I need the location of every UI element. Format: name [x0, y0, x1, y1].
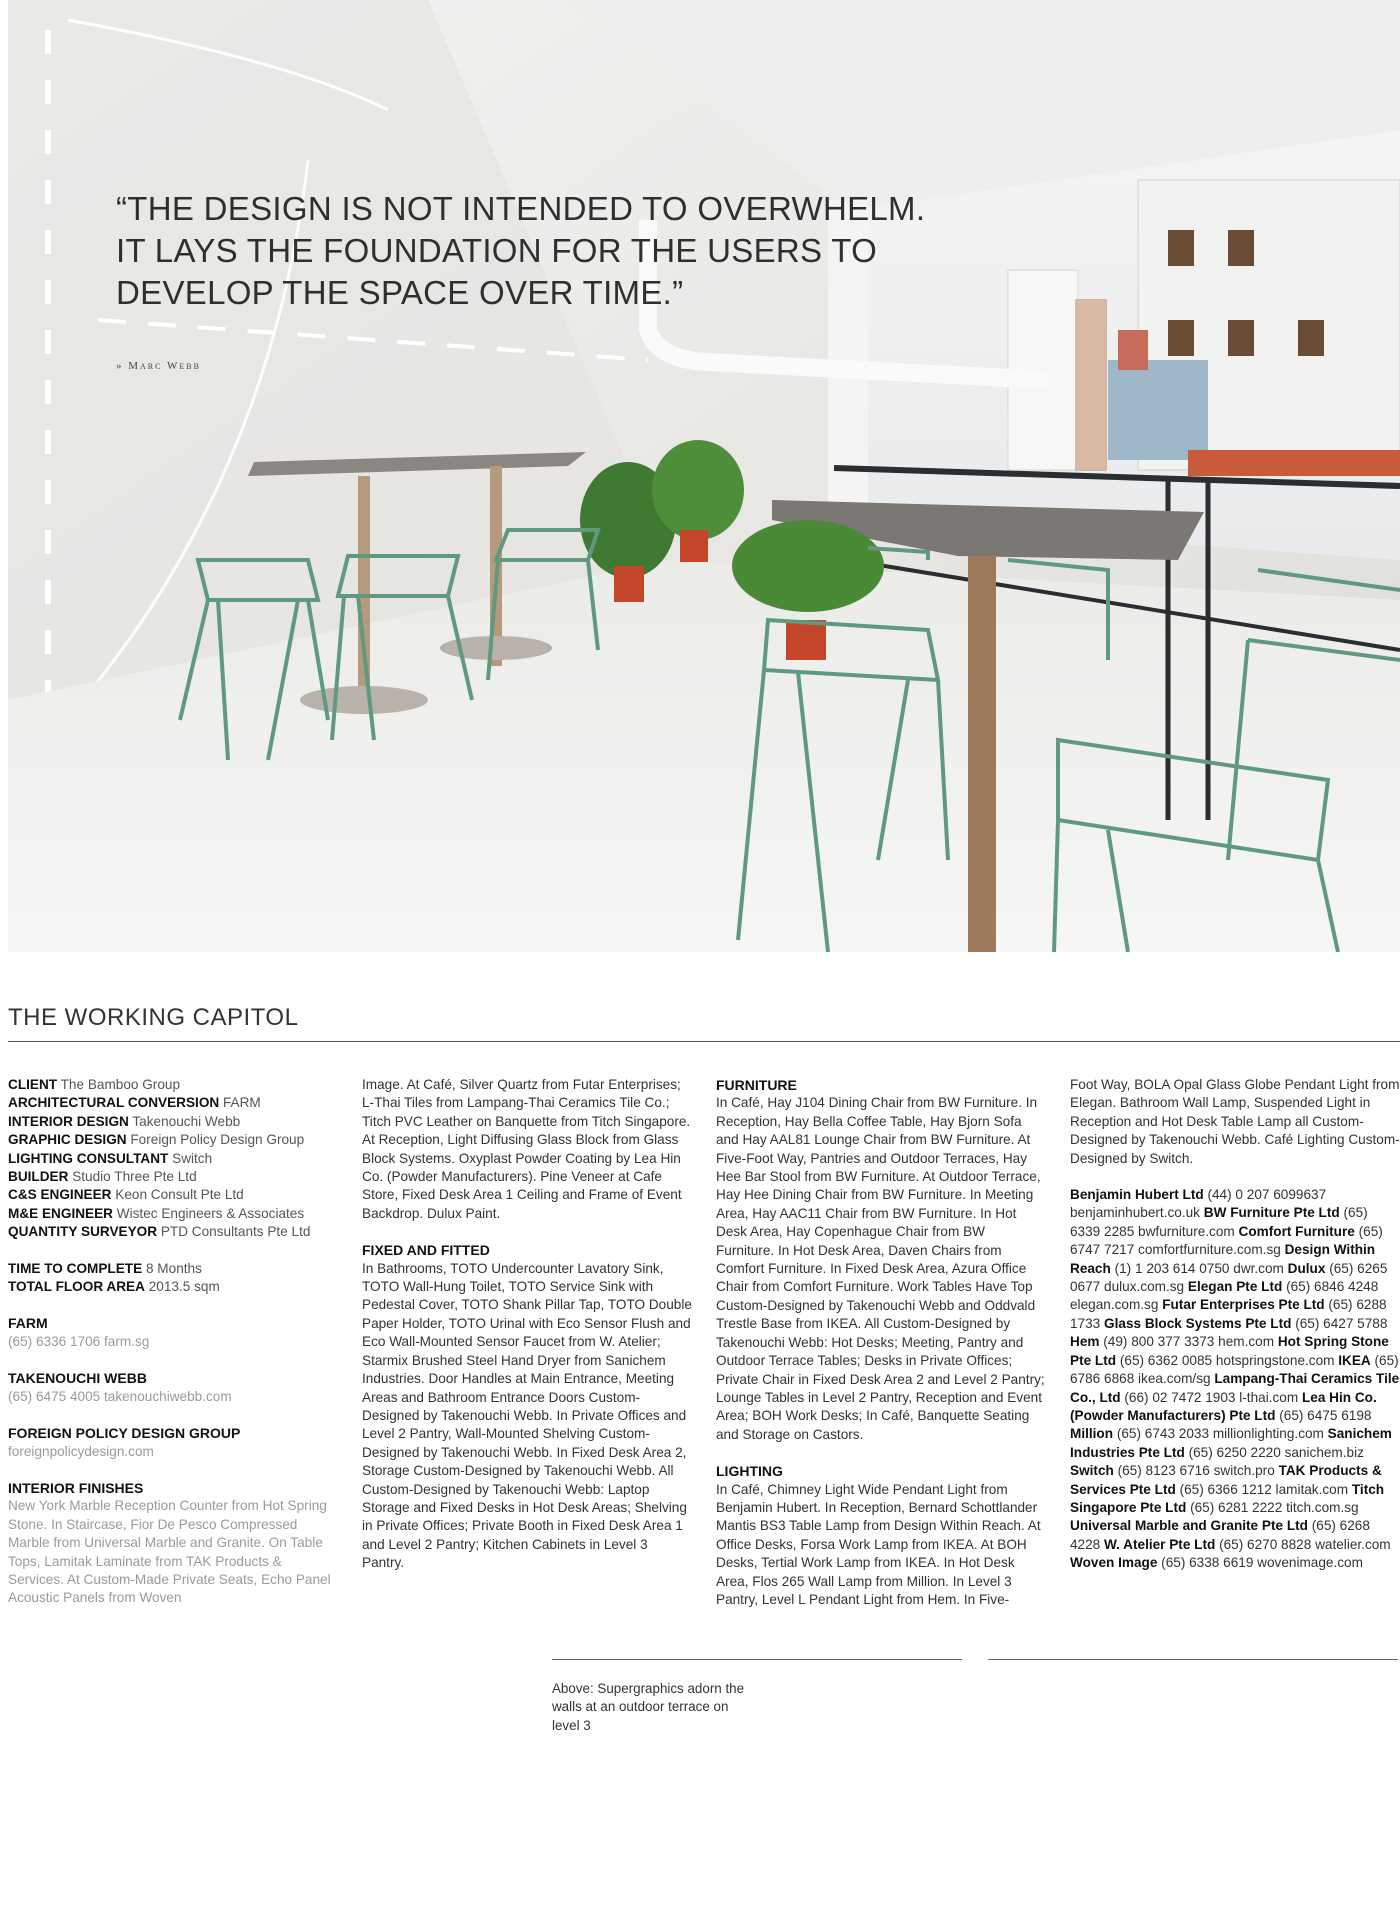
title-divider — [8, 1041, 1400, 1042]
credit-line — [8, 1205, 338, 1223]
supplier-detail: (49) 800 377 3373 hem.com — [1103, 1334, 1275, 1350]
section-heading: FIXED AND FITTED — [362, 1242, 490, 1259]
supplier-detail: (65) 6362 0085 hotspringstone.com — [1119, 1352, 1335, 1368]
supplier-detail: (65) 6250 2220 sanichem.biz — [1188, 1444, 1364, 1460]
credit-name: Keon Consult Pte Ltd — [115, 1187, 244, 1203]
pull-quote: “THE DESIGN IS NOT INTENDED TO OVERWHELM. IT LAYS THE FOUNDATION FOR THE USERS TO DEVELOP THE SPACE OVER TIME.” — [116, 190, 926, 311]
supplier-detail: (65) 8123 6716 switch.pro — [1117, 1463, 1275, 1479]
caption-divider-right — [988, 1659, 1398, 1660]
project-stats — [8, 1260, 338, 1297]
supplier-name: Elegan Pte Ltd — [1187, 1279, 1283, 1295]
supplier-detail: (66) 02 7472 1903 l-thai.com — [1124, 1389, 1299, 1405]
credit-line — [8, 1076, 338, 1094]
stat-label: TIME TO COMPLETE — [8, 1260, 143, 1276]
credit-line — [8, 1131, 338, 1149]
supplier-name: Sanichem Industries Pte Ltd — [1070, 1426, 1392, 1460]
credit-role: QUANTITY SURVEYOR — [8, 1224, 158, 1240]
stat-line — [8, 1260, 338, 1278]
red-roof — [1188, 450, 1400, 476]
credit-role: LIGHTING CONSULTANT — [8, 1150, 169, 1166]
terrace-photo — [8, 0, 1400, 952]
credit-name: Takenouchi Webb — [132, 1113, 241, 1129]
supplier-list — [1070, 1186, 1400, 1573]
credit-name: The Bamboo Group — [60, 1077, 181, 1092]
supplier-detail: (44) 0 207 6099637 benjaminhubert.co.uk — [1070, 1187, 1327, 1221]
fixed-and-fitted — [362, 1241, 692, 1572]
contact-title: FARM — [8, 1315, 48, 1332]
terrace-illustration — [8, 0, 1400, 952]
supplier-detail: (65) 6265 0677 dulux.com.sg — [1070, 1260, 1388, 1295]
supplier-detail: (65) 6743 2033 millionlighting.com — [1116, 1426, 1324, 1442]
supplier-name: IKEA — [1338, 1352, 1371, 1368]
supplier-name: Woven Image — [1070, 1555, 1158, 1571]
contact-takenouchi-webb — [8, 1369, 338, 1406]
column-1 — [8, 1076, 338, 1608]
supplier-detail: (65) 6268 4228 — [1070, 1518, 1370, 1552]
supplier-name: Benjamin Hubert Ltd — [1070, 1187, 1204, 1203]
credit-line — [8, 1168, 338, 1186]
credit-line — [8, 1094, 338, 1112]
credit-role: C&S ENGINEER — [8, 1187, 112, 1203]
column-4 — [1070, 1076, 1400, 1573]
section-heading: FURNITURE — [716, 1077, 797, 1093]
section-heading: INTERIOR FINISHES — [8, 1479, 144, 1496]
contact-title: TAKENOUCHI WEBB — [8, 1370, 147, 1387]
supplier-name: Titch Singapore Pte Ltd — [1070, 1481, 1385, 1515]
supplier-name: TAK Products & Services Pte Ltd — [1070, 1463, 1382, 1497]
photo-caption: Above: Supergraphics adorn the walls at an outdoor terrace on level 3 — [552, 1681, 745, 1733]
supplier-detail: (65) 6270 8828 watelier.com — [1219, 1536, 1391, 1552]
supplier-detail: (65) 6338 6619 wovenimage.com — [1161, 1555, 1363, 1571]
credit-line — [8, 1186, 338, 1204]
fixed-and-fitted-text: In Bathrooms, TOTO Undercounter Lavatory Sink, TOTO Wall-Hung Toilet, TOTO Service Sink with Pedestal Cover, TOTO Shank Pillar Tap, TOTO Double Paper Holder, TOTO Urinal with Eco Sensor Flush and Eco Wall-Mounted Sensor Faucet from W. Atelier; Starmix Brushed Steel Hand Dryer from Sanichem Industries. Door Handles at Main Entrance, Meeting Areas and Bathroom Entrance Doors Custom-Designed by Takenouchi Webb. In Private Offices and Level 2 Pantry, Wall-Mounted Shelving Custom-Designed by Takenouchi Webb. In Fixed Desk Area 2, Storage Custom-Designed by Takenouchi Webb. All Custom-Designed by Takenouchi Webb: Laptop Storage and Fixed Desks in Hot Desk Areas; Shelving in Private Offices; Private Booth in Fixed Desk Area 1 and Level 2 Pantry; Kitchen Cabinets in Level 3 Pantry. — [362, 1260, 692, 1571]
supplier-name: Universal Marble and Granite Pte Ltd — [1070, 1518, 1308, 1534]
supplier-name: Switch — [1070, 1463, 1114, 1479]
supplier-name: Lampang-Thai Ceramics Tile Co., Ltd — [1070, 1371, 1400, 1405]
lighting — [716, 1462, 1046, 1609]
credit-role: BUILDER — [8, 1169, 69, 1185]
supplier-detail: (65) 6475 6198 — [1279, 1407, 1372, 1423]
supplier-detail: (65) 6339 2285 bwfurniture.com — [1070, 1205, 1368, 1239]
credit-name: PTD Consultants Pte Ltd — [160, 1224, 311, 1240]
supplier-name: Comfort Furniture — [1238, 1223, 1355, 1239]
section-title: THE WORKING CAPITOL — [8, 1004, 299, 1031]
supplier-name: Dulux — [1287, 1260, 1326, 1276]
credit-role: INTERIOR DESIGN — [8, 1113, 129, 1129]
supplier-detail: (1) 1 203 614 0750 dwr.com — [1114, 1260, 1284, 1276]
interior-finishes-text-continued: Image. At Café, Silver Quartz from Futar Enterprises; L-Thai Tiles from Lampang-Thai Ceramics Tile Co.; Titch PVC Leather on Banquette from Titch Singapore. At Reception, Light Diffusing Glass Block from Glass Block Systems. Oxyplast Powder Coating by Lea Hin Co. (Powder Manufacturers). Pine Veneer at Cafe Store, Fixed Desk Area 1 Ceiling and Frame of Event Backdrop. Dulux Paint. — [362, 1077, 691, 1221]
contact-detail: (65) 6475 4005 takenouchiwebb.com — [8, 1388, 232, 1404]
supplier-name: Glass Block Systems Pte Ltd — [1104, 1315, 1292, 1331]
supplier-detail: (65) 6366 1212 lamitak.com — [1179, 1481, 1349, 1497]
credit-line — [8, 1113, 338, 1131]
interior-finishes-text: New York Marble Reception Counter from Hot Spring Stone. In Staircase, Fior De Pesco Compressed Marble from Universal Marble and Granite. On Table Tops, Lamitak Laminate from TAK Products & Services. At Custom-Made Private Seats, Echo Panel Acoustic Panels from Woven — [8, 1498, 331, 1606]
credit-line — [8, 1223, 338, 1241]
credit-name: FARM — [223, 1095, 261, 1111]
supplier-name: Lea Hin Co. (Powder Manufacturers) Pte Ltd — [1070, 1389, 1377, 1423]
supplier-name: BW Furniture Pte Ltd — [1203, 1205, 1340, 1221]
credit-role: GRAPHIC DESIGN — [8, 1132, 127, 1148]
supplier-detail: (65) 6846 4248 elegan.com.sg — [1070, 1279, 1379, 1313]
caption-divider-left — [552, 1659, 962, 1660]
credit-role: ARCHITECTURAL CONVERSION — [8, 1095, 220, 1111]
supplier-name: W. Atelier Pte Ltd — [1104, 1536, 1216, 1552]
contact-title: FOREIGN POLICY DESIGN GROUP — [8, 1425, 241, 1442]
furniture-text: In Café, Hay J104 Dining Chair from BW Furniture. In Reception, Hay Bella Coffee Table, Hay Bjorn Sofa and Hay AAL81 Lounge Chair from BW Furniture. At Five-Foot Way, Pantries and Outdoor Terraces, Hay Hee Bar Stool from BW Furniture. At Outdoor Terrace, Hay Hee Dining Chair from BW Furniture. In Meeting Area, Hay AAC11 Chair from BW Furniture. In Hot Desk Area, Hay Copenhague Chair from BW Furniture. In Hot Desk Area, Daven Chairs from Comfort Furniture. In Fixed Desk Area, Azura Office Chair from Comfort Furniture. Work Tables Have Top Custom-Designed by Takenouchi Webb and Oddvald Trestle Base from IKEA. All Custom-Designed by Takenouchi Webb: Hot Desks; Meeting, Pantry and Outdoor Terrace Tables; Desks in Private Offices; Private Chair in Fixed Desk Area 2 and Level 2 Pantry; Lounge Tables in Level 2 Pantry, Reception and Event Area; BOH Work Desks; In Café, Banquette Seating and Storage on Castors. — [716, 1095, 1045, 1442]
supplier-detail: (65) 6786 6868 ikea.com/sg — [1070, 1352, 1399, 1387]
contact-foreign-policy — [8, 1424, 338, 1461]
contact-detail: foreignpolicydesign.com — [8, 1443, 154, 1459]
contact-farm — [8, 1314, 338, 1351]
credit-name: Switch — [172, 1150, 213, 1166]
interior-finishes — [8, 1479, 338, 1608]
supplier-detail: (65) 6747 7217 comfortfurniture.com.sg — [1070, 1223, 1383, 1258]
credit-line — [8, 1150, 338, 1168]
stat-value: 2013.5 sqm — [148, 1279, 220, 1295]
credit-role: M&E ENGINEER — [8, 1205, 113, 1221]
supplier-name: Futar Enterprises Pte Ltd — [1162, 1297, 1325, 1313]
supplier-name: Million — [1070, 1426, 1114, 1442]
credit-role: CLIENT — [8, 1077, 58, 1092]
stat-line — [8, 1278, 338, 1296]
section-heading: LIGHTING — [716, 1463, 783, 1480]
supplier-name: Hem — [1070, 1334, 1100, 1350]
stat-value: 8 Months — [145, 1260, 202, 1276]
column-2 — [362, 1076, 692, 1573]
lighting-text: In Café, Chimney Light Wide Pendant Light from Benjamin Hubert. In Reception, Bernard Schottlander Mantis BS3 Table Lamp from Design Within Reach. At Office Desks, Forsa Work Lamp from IKEA. At BOH Desks, Tertial Work Lamp from IKEA. In Hot Desk Area, Flos 265 Wall Lamp from Million. In Level 3 Pantry, Level L Pendant Light from Hem. In Five- — [716, 1481, 1041, 1607]
supplier-detail: (65) 6281 2222 titch.com.sg — [1190, 1499, 1359, 1515]
supplier-detail: (65) 6288 1733 — [1070, 1297, 1387, 1331]
supplier-detail: (65) 6427 5788 — [1295, 1315, 1388, 1331]
supplier-name: Hot Spring Stone Pte Ltd — [1070, 1334, 1389, 1368]
credits-list — [8, 1076, 338, 1242]
credit-name: Foreign Policy Design Group — [130, 1132, 305, 1148]
credit-name: Studio Three Pte Ltd — [72, 1169, 197, 1185]
credit-name: Wistec Engineers & Associates — [116, 1205, 305, 1221]
furniture — [716, 1076, 1046, 1444]
contact-detail: (65) 6336 1706 farm.sg — [8, 1333, 150, 1349]
lighting-text-continued: Foot Way, BOLA Opal Glass Globe Pendant Light from Elegan. Bathroom Wall Lamp, Suspended Light in Reception and Hot Desk Table Lamp all Custom-Designed by Takenouchi Webb. Café Lighting Custom-Designed by Switch. — [1070, 1077, 1400, 1166]
quote-author: » Marc Webb — [116, 360, 201, 372]
supplier-name: Design Within Reach — [1070, 1242, 1376, 1276]
column-3 — [716, 1076, 1046, 1609]
stat-label: TOTAL FLOOR AREA — [8, 1279, 145, 1295]
